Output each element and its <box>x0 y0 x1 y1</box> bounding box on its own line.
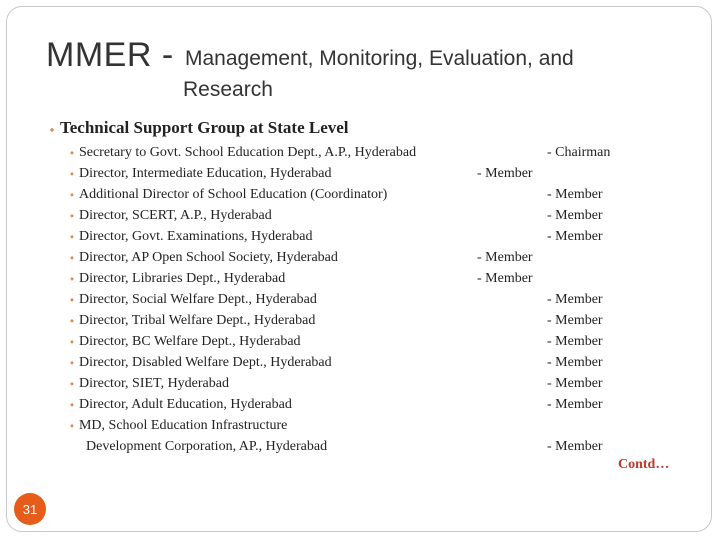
list-item <box>70 415 287 436</box>
title-line-1: Management, Monitoring, Evaluation, and <box>185 47 574 70</box>
member-name: Director, Disabled Welfare Dept., Hyderabad <box>78 355 332 370</box>
member-role: - Member <box>547 397 603 412</box>
bullet-icon: ⬩ <box>70 167 74 180</box>
bullet-icon: ⬩ <box>70 146 74 159</box>
bullet-icon: ⬩ <box>70 188 74 201</box>
member-name: Director, Intermediate Education, Hyderabad <box>78 166 332 181</box>
list-item <box>70 331 301 352</box>
section-heading: Technical Support Group at State Level <box>59 118 349 137</box>
member-name: Director, Adult Education, Hyderabad <box>78 397 292 412</box>
member-name: MD, School Education Infrastructure <box>78 418 288 433</box>
member-role: - Member <box>547 355 603 370</box>
member-name: Director, AP Open School Society, Hyderabad <box>78 250 338 265</box>
member-name: Director, Social Welfare Dept., Hyderabad <box>78 292 317 307</box>
contd-label: Contd… <box>618 457 670 472</box>
member-name: Director, SIET, Hyderabad <box>78 376 229 391</box>
bullet-icon: ⬩ <box>70 335 74 348</box>
list-item <box>70 226 312 247</box>
member-role: - Member <box>477 271 533 286</box>
bullet-icon: ⬩ <box>70 398 74 411</box>
list-item <box>70 163 331 184</box>
list-item <box>70 310 315 331</box>
member-name: Director, Tribal Welfare Dept., Hyderabad <box>78 313 316 328</box>
bullet-icon: ⬩ <box>70 230 74 243</box>
member-name: Secretary to Govt. School Education Dept., A.P., Hyderabad <box>78 145 417 160</box>
bullet-icon: ⬩ <box>50 123 54 136</box>
member-name: Director, BC Welfare Dept., Hyderabad <box>78 334 301 349</box>
member-role: - Member <box>547 376 603 391</box>
list-item <box>70 142 416 163</box>
bullet-icon: ⬩ <box>70 419 74 432</box>
bullet-icon: ⬩ <box>70 356 74 369</box>
bullet-icon: ⬩ <box>70 377 74 390</box>
title-acronym: MMER - <box>46 36 174 74</box>
bullet-icon: ⬩ <box>70 251 74 264</box>
member-name: Development Corporation, AP., Hyderabad <box>86 439 328 454</box>
member-role: - Member <box>547 229 603 244</box>
member-name: Additional Director of School Education (Coordinator) <box>78 187 388 202</box>
section-heading-row <box>50 118 349 138</box>
list-item <box>70 394 292 415</box>
bullet-icon: ⬩ <box>70 314 74 327</box>
list-item <box>70 373 229 394</box>
member-role: - Member <box>547 292 603 307</box>
page-number-badge: 31 <box>14 493 46 525</box>
list-item <box>70 289 317 310</box>
member-role: - Member <box>477 166 533 181</box>
member-role: - Member <box>547 439 603 454</box>
title-line-2: Research <box>183 78 273 101</box>
member-role: - Member <box>547 334 603 349</box>
bullet-icon: ⬩ <box>70 272 74 285</box>
list-item <box>70 352 332 373</box>
list-item <box>70 205 272 226</box>
list-item-continuation <box>86 436 327 457</box>
member-role: - Member <box>547 208 603 223</box>
member-role: - Chairman <box>547 145 611 160</box>
member-role: - Member <box>547 187 603 202</box>
list-item <box>70 184 387 205</box>
member-role: - Member <box>477 250 533 265</box>
member-name: Director, Libraries Dept., Hyderabad <box>78 271 286 286</box>
member-name: Director, Govt. Examinations, Hyderabad <box>78 229 313 244</box>
member-name: Director, SCERT, A.P., Hyderabad <box>78 208 272 223</box>
bullet-icon: ⬩ <box>70 209 74 222</box>
list-item <box>70 268 285 289</box>
list-item <box>70 247 338 268</box>
bullet-icon: ⬩ <box>70 293 74 306</box>
member-role: - Member <box>547 313 603 328</box>
